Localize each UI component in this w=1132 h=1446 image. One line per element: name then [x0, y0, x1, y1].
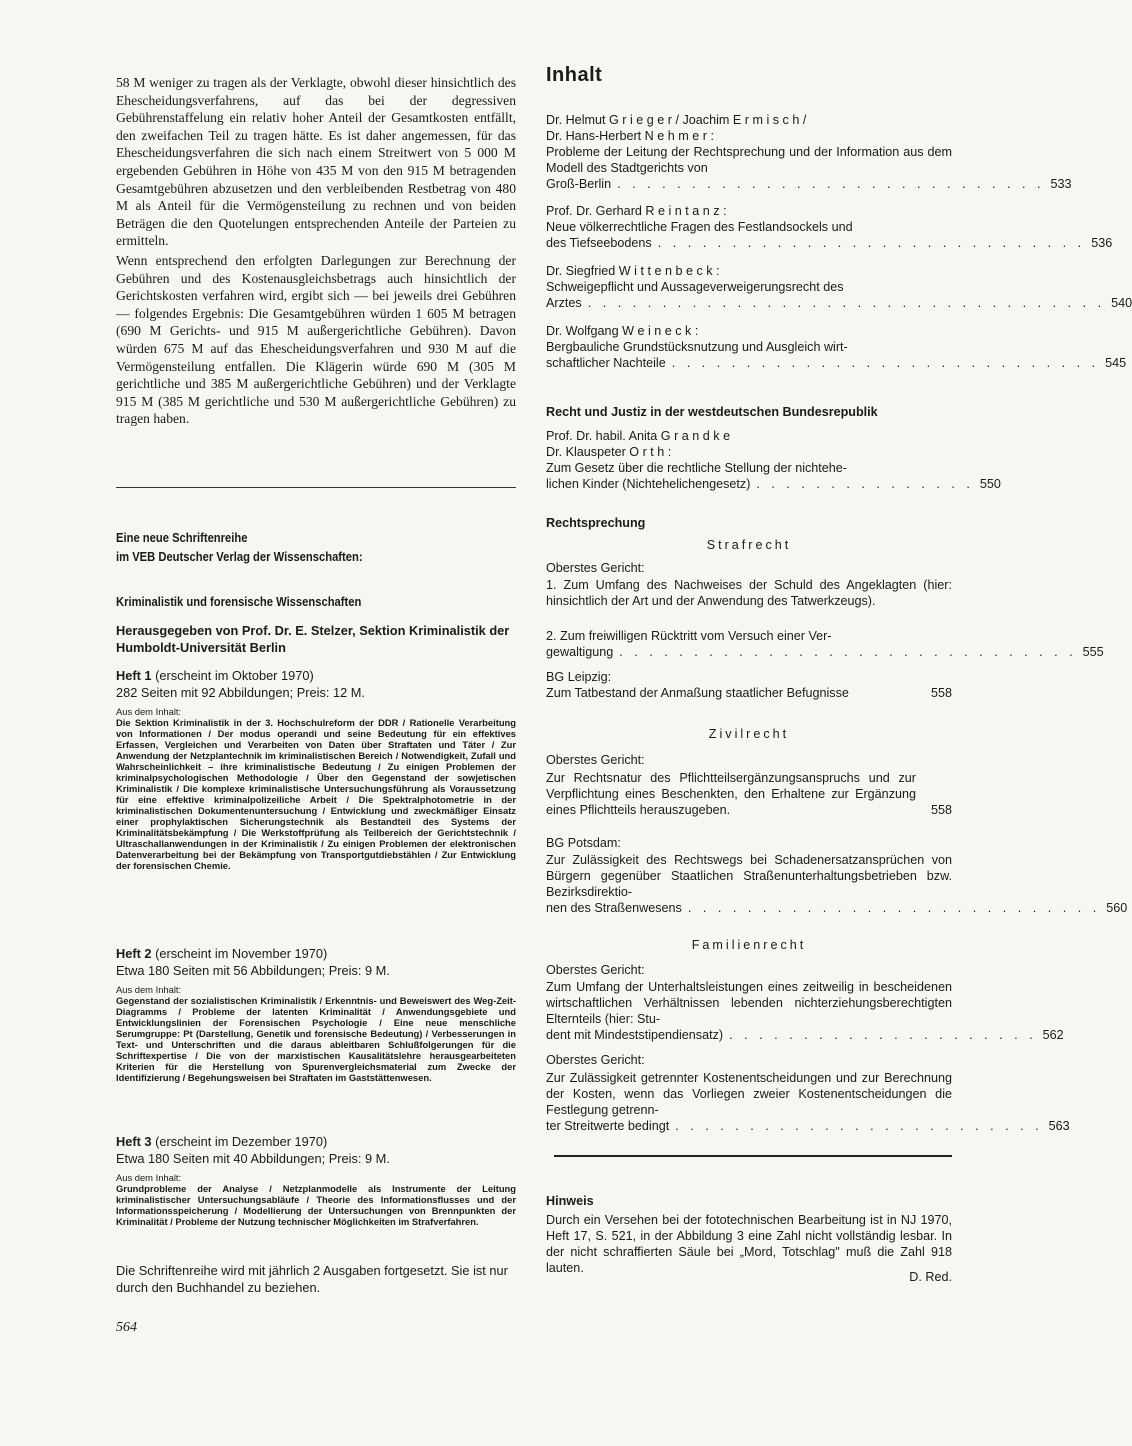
entry-page: 560	[1106, 901, 1128, 915]
toc-entry[interactable]	[546, 577, 952, 609]
editors: Herausgegeben von Prof. Dr. E. Stelzer, Sektion Kriminalistik der Humboldt-Universität Berlin	[116, 623, 510, 655]
entry-title: Zur Zulässigkeit des Rechtswegs bei Schadenersatzansprüchen von Bürgern gegenüber Staatlichen Straßenunterhaltungsbetrieben bzw. Bezirksdirektio-	[546, 853, 952, 899]
entry-title-end: Zum Tatbestand der Anmaßung staatlicher Befugnisse	[546, 686, 849, 700]
toc-text: Gegenstand der sozialistischen Kriminalistik / Erkenntnis- und Beweiswert des Weg-Zeit-Diagramms / Probleme der latenten Kriminalität / Anwendungsgebiete und Entwicklungslinien der Forensischen Psychologie / Eine neue menschliche Serumgruppe: Pt (Darstellung, Genetik und forensische Bedeutung) / Verbesserungen in Text- und Unterschriften und die daraus ableitbaren Schlußfolgerungen für die Schriftexpertise / Die von der marxistischen Kausalitätslehre herausgearbeiteten Kriterien für die Herstellung von Spurenvergleichsmaterial zum Zwecke der Identifizierung / Begehungsweisen bei Straftaten im Gaststättenwesen.	[116, 995, 516, 1083]
court-name: Oberstes Gericht:	[546, 561, 645, 575]
signature: D. Red.	[909, 1270, 952, 1284]
court-name: Oberstes Gericht:	[546, 753, 645, 767]
entry-title: Schweigepflicht und Aussageverweigerungsrecht des	[546, 280, 844, 294]
ad-title	[116, 528, 456, 566]
subheading-strafrecht: Strafrecht	[706, 538, 792, 552]
entry-page: 536	[1091, 236, 1113, 250]
entry-author: Prof. Dr. Gerhard R e i n t a n z :	[546, 204, 727, 218]
entry-page: 558	[930, 686, 952, 700]
entry-page: 540	[1111, 296, 1132, 310]
court-name: BG Leipzig:	[546, 670, 612, 684]
entry-author: Dr. Helmut G r i e g e r / Joachim E r m i s c h /	[546, 113, 807, 127]
heft-date: (erscheint im November 1970)	[155, 946, 328, 961]
heft-3	[116, 1133, 516, 1227]
intro-paragraph-1: 58 M weniger zu tragen als der Verklagte, obwohl dieser hinsichtlich des Ehescheidungsverfahrens, auf das bei der degressiven Gebührenstaffelung ein relativ hoher Anteil der Gesamtkosten entfällt, den zweifachen Teil zu tragen hätte. Es ist daher angemessen, für das Ehescheidungsverfahren die sich nach einem Streitwert von 5 000 M ergebenden Gebühren in Höhe von 435 M von den 915 M betragenden Gesamtgebühren abzusetzen und den verbleibenden Restbetrag von 480 M als Anteil für die Vermögensteilung zu rechnen und von beiden Beträgen die den Quotelungen entsprechenden Anteile der Parteien zu ermitteln.	[116, 75, 516, 249]
toc-entry[interactable]: Zur Zulässigkeit getrennter Kostenentscheidungen und zur Berechnung der Kosten, wenn das Vorliegen zweier Kostenentscheidungen die Festlegung getrenn- ter Streitwerte bedingt . . . . . . . . . . . . . . . . . . . . . . . . . 563	[546, 1071, 1070, 1133]
toc-entry[interactable]: Dr. Helmut G r i e g e r / Joachim E r m i s c h / Dr. Hans-Herbert N e h m e r : Probleme der Leitung der Rechtsprechung und der Information aus dem Modell des Stadtgerichts von Groß-Berlin . . . . . . . . . . . . . . . . . . . . . . . . . . . . . 533	[546, 113, 1072, 191]
toc-text: Die Sektion Kriminalistik in der 3. Hochschulreform der DDR / Rationelle Verarbeitung von Informationen / Der modus operandi und seine Bedeutung für ein effektives Erfassen, Vergleichen und Verarbeiten von Daten über Straftaten und Täter / Zur Anwendung der Netzplantechnik im kriminalistischen Bereich / Notwendigkeit, Zufall und Wahrscheinlichkeit – ihre kriminalistische Bedeutung / Zu einigen Problemen der kriminalpsychologischen Methodologie / Über den Gegenstand der sowjetischen Kriminalistik / Die komplexe kriminalistische Untersuchungsführung als Voraussetzung für eine effektive kriminalpolizeiliche Arbeit / Die Spektralphotometrie in der kriminalistischen Dokumentenuntersuchung / Entwicklung und zweckmäßiger Einsatz einer prophylaktischen Sicherungstechnik als Bestandteil des Systems der Kriminalitätsbekämpfung / Die Werkstoffprüfung als Teilbereich der Gerichtstechnik / Ultraschallanwendungen in der Kriminalistik / Zu einigen Problemen der elektronischen Datenverarbeitung bei der Bekämpfung von Transportgutdiebstählen / Zur Entwicklung der forensischen Chemie.	[116, 717, 516, 871]
entry-author: Dr. Siegfried W i t t e n b e c k :	[546, 264, 720, 278]
entry-page: 550	[979, 477, 1001, 491]
series-note: Die Schriftenreihe wird mit jährlich 2 Ausgaben fortgesetzt. Sie ist nur durch den Buchhandel zu beziehen.	[116, 1263, 508, 1295]
heft-date: (erscheint im Dezember 1970)	[155, 1134, 328, 1149]
entry-title-end: gewaltigung	[546, 645, 614, 659]
toc-entry[interactable]: Dr. Wolfgang W e i n e c k : Bergbauliche Grundstücksnutzung und Ausgleich wirt- schaftlicher Nachteile . . . . . . . . . . . . . . . . . . . . . . . . . . . . . 545	[546, 324, 1127, 370]
toc-text: Grundprobleme der Analyse / Netzplanmodelle als Instrumente der Leitung kriminalistischer Untersuchungsabläufe / Theorie des Informationsflusses und der Informationsspeicherung / Modellierung der Untersuchungen von Brennpunkten der Kriminalität / Probleme der Nutzung technischer Möglichkeiten im Strafverfahren.	[116, 1183, 516, 1227]
entry-page: 545	[1105, 356, 1127, 370]
heft-details: Etwa 180 Seiten mit 40 Abbildungen; Preis: 9 M.	[116, 1151, 390, 1166]
section-heading-rechtsprechung: Rechtsprechung	[546, 516, 646, 530]
toc-entry[interactable]: Zur Zulässigkeit des Rechtswegs bei Schadenersatzansprüchen von Bürgern gegenüber Staatlichen Straßenunterhaltungsbetrieben bzw. Bezirksdirektio- nen des Straßenwesens . . . . . . . . . . . . . . . . . . . . . . . . . . . . 560	[546, 853, 1128, 915]
ad-title-line-2: im VEB Deutscher Verlag der Wissenschaften:	[116, 549, 363, 564]
heft-label: Heft 3	[116, 1134, 152, 1149]
entry-page: 563	[1048, 1119, 1070, 1133]
court-name: Oberstes Gericht:	[546, 1053, 645, 1067]
court-name: BG Potsdam:	[546, 836, 621, 850]
court-name: Oberstes Gericht:	[546, 963, 645, 977]
entry-title-end: des Tiefseebodens	[546, 236, 652, 250]
toc-label: Aus dem Inhalt:	[116, 984, 182, 995]
notice-heading: Hinweis	[546, 1194, 594, 1208]
toc-entry[interactable]: Zum Umfang der Unterhaltsleistungen eines zeitweilig in bescheidenen wirtschaftlichen Verhältnissen lebenden nichterziehungsberechtigten Elternteils (hier: Stu- dent mit Mindeststipendiensatz) . . . . . . . . . . . . . . . . . . . . . 562	[546, 980, 1064, 1042]
entry-title-end: Arztes	[546, 296, 582, 310]
series-title: Kriminalistik und forensische Wissenschaften	[116, 594, 362, 609]
toc-entry[interactable]: Prof. Dr. habil. Anita G r a n d k e Dr. Klauspeter O r t h : Zum Gesetz über die rechtliche Stellung der nichtehe- lichen Kinder (Nichtehelichengesetz) . . . . . . . . . . . . . . . 550	[546, 429, 1001, 491]
entry-title-end: Groß-Berlin	[546, 177, 612, 191]
toc-entry[interactable]	[546, 685, 952, 701]
divider-rule	[116, 487, 516, 488]
entry-page: 562	[1042, 1028, 1064, 1042]
subheading-zivilrecht: Zivilrecht	[708, 727, 790, 741]
entry-title: Probleme der Leitung der Rechtsprechung und der Information aus dem Modell des Stadtgerichts von	[546, 145, 952, 175]
heft-details: Etwa 180 Seiten mit 56 Abbildungen; Preis: 9 M.	[116, 963, 390, 978]
entry-title: Zum Umfang der Unterhaltsleistungen eines zeitweilig in bescheidenen wirtschaftlichen Verhältnissen lebenden nichterziehungsberechtigten Elternteils (hier: Stu-	[546, 980, 952, 1026]
entry-page: 555	[1082, 645, 1104, 659]
toc-label: Aus dem Inhalt:	[116, 706, 182, 717]
subheading-familienrecht: Familienrecht	[691, 938, 807, 952]
entry-title-end: lichen Kinder (Nichtehelichengesetz)	[546, 477, 751, 491]
entry-title: Neue völkerrechtliche Fragen des Festlandsockels und	[546, 220, 853, 234]
intro-text	[116, 74, 516, 428]
toc-entry[interactable]: 2. Zum freiwilligen Rücktritt vom Versuch einer Ver- gewaltigung . . . . . . . . . . . . . . . . . . . . . . . . . . . . . . . 555	[546, 629, 1104, 659]
heft-2	[116, 945, 516, 1083]
heft-label: Heft 1	[116, 668, 152, 683]
heft-date: (erscheint im Oktober 1970)	[155, 668, 314, 683]
entry-title: Bergbauliche Grundstücksnutzung und Ausgleich wirt-	[546, 340, 848, 354]
entry-title-end: schaftlicher Nachteile	[546, 356, 666, 370]
section-heading-brd: Recht und Justiz in der westdeutschen Bundesrepublik	[546, 405, 878, 419]
ad-title-line-1: Eine neue Schriftenreihe	[116, 530, 248, 545]
toc-entry[interactable]: Prof. Dr. Gerhard R e i n t a n z : Neue völkerrechtliche Fragen des Festlandsockels und des Tiefseebodens . . . . . . . . . . . . . . . . . . . . . . . . . . . . . 536	[546, 204, 1113, 250]
page-number: 564	[116, 1320, 137, 1335]
heft-1	[116, 667, 516, 871]
entry-title-end: nen des Straßenwesens	[546, 901, 682, 915]
entry-author: Dr. Klauspeter O r t h :	[546, 445, 672, 459]
entry-page: 558	[930, 803, 952, 817]
entry-author: Dr. Hans-Herbert N e h m e r :	[546, 129, 714, 143]
toc-label: Aus dem Inhalt:	[116, 1172, 182, 1183]
divider-rule	[554, 1155, 952, 1157]
entry-title: Zur Zulässigkeit getrennter Kostenentscheidungen und zur Berechnung der Kosten, wenn das Vorliegen zweier Kostenentscheidungen die Festlegung getrenn-	[546, 1071, 952, 1117]
entry-page: 533	[1050, 177, 1072, 191]
toc-entry[interactable]: Dr. Siegfried W i t t e n b e c k : Schweigepflicht und Aussageverweigerungsrecht des Arztes . . . . . . . . . . . . . . . . . . . . . . . . . . . . . . . . . . . 540	[546, 264, 1132, 310]
heft-label: Heft 2	[116, 946, 152, 961]
entry-author: Dr. Wolfgang W e i n e c k :	[546, 324, 699, 338]
entry-title-end: dent mit Mindeststipendiensatz)	[546, 1028, 724, 1042]
entry-title: 2. Zum freiwilligen Rücktritt vom Versuch einer Ver-	[546, 629, 832, 643]
intro-paragraph-2: Wenn entsprechend den erfolgten Darlegungen zur Berechnung der Gebühren und des Kostenausgleichsbetrags auch hinsichtlich der Gerichtskosten verfahren wird, ergibt sich — bei jeweils drei Gebühren — folgendes Ergebnis: Die Gesamtgebühren würden 1 605 M betragen (690 M Gerichts- und 915 M außergerichtliche Gebühren). Davon würden 675 M auf das Ehescheidungsverfahren und 930 M auf die Vermögensteilung entfallen. Die Klägerin würde 690 M (305 M gerichtliche und 385 M außergerichtliche Gebühren) und der Verklagte 915 M (385 M gerichtliche und 530 M außergerichtliche Gebühren) zu tragen haben.	[116, 252, 516, 427]
notice-text: Durch ein Versehen bei der fototechnischen Bearbeitung ist in NJ 1970, Heft 17, S. 521, in der Abbildung 3 eine Zahl nicht vollständig lesbar. In der nicht schraffierten Säule bei „Mord, Totschlag" muß die Zahl 918 lauten.	[546, 1213, 952, 1275]
entry-title: Zur Rechtsnatur des Pflichtteilsergänzungsanspruchs und zur Verpflichtung eines Beschenkten, den Erhaltene zur Ergänzung eines Pflichtteils herauszugeben.	[546, 771, 916, 817]
entry-author: Prof. Dr. habil. Anita G r a n d k e	[546, 429, 731, 443]
entry-page-row	[546, 802, 952, 818]
entry-title: 1. Zum Umfang des Nachweises der Schuld des Angeklagten (hier: hinsichtlich der Art und der Anwendung des Tatwerkzeugs).	[546, 578, 952, 608]
entry-title: Zum Gesetz über die rechtliche Stellung der nichtehe-	[546, 461, 848, 475]
entry-title-end: ter Streitwerte bedingt	[546, 1119, 670, 1133]
heft-details: 282 Seiten mit 92 Abbildungen; Preis: 12 M.	[116, 685, 365, 700]
contents-heading: Inhalt	[546, 64, 603, 86]
